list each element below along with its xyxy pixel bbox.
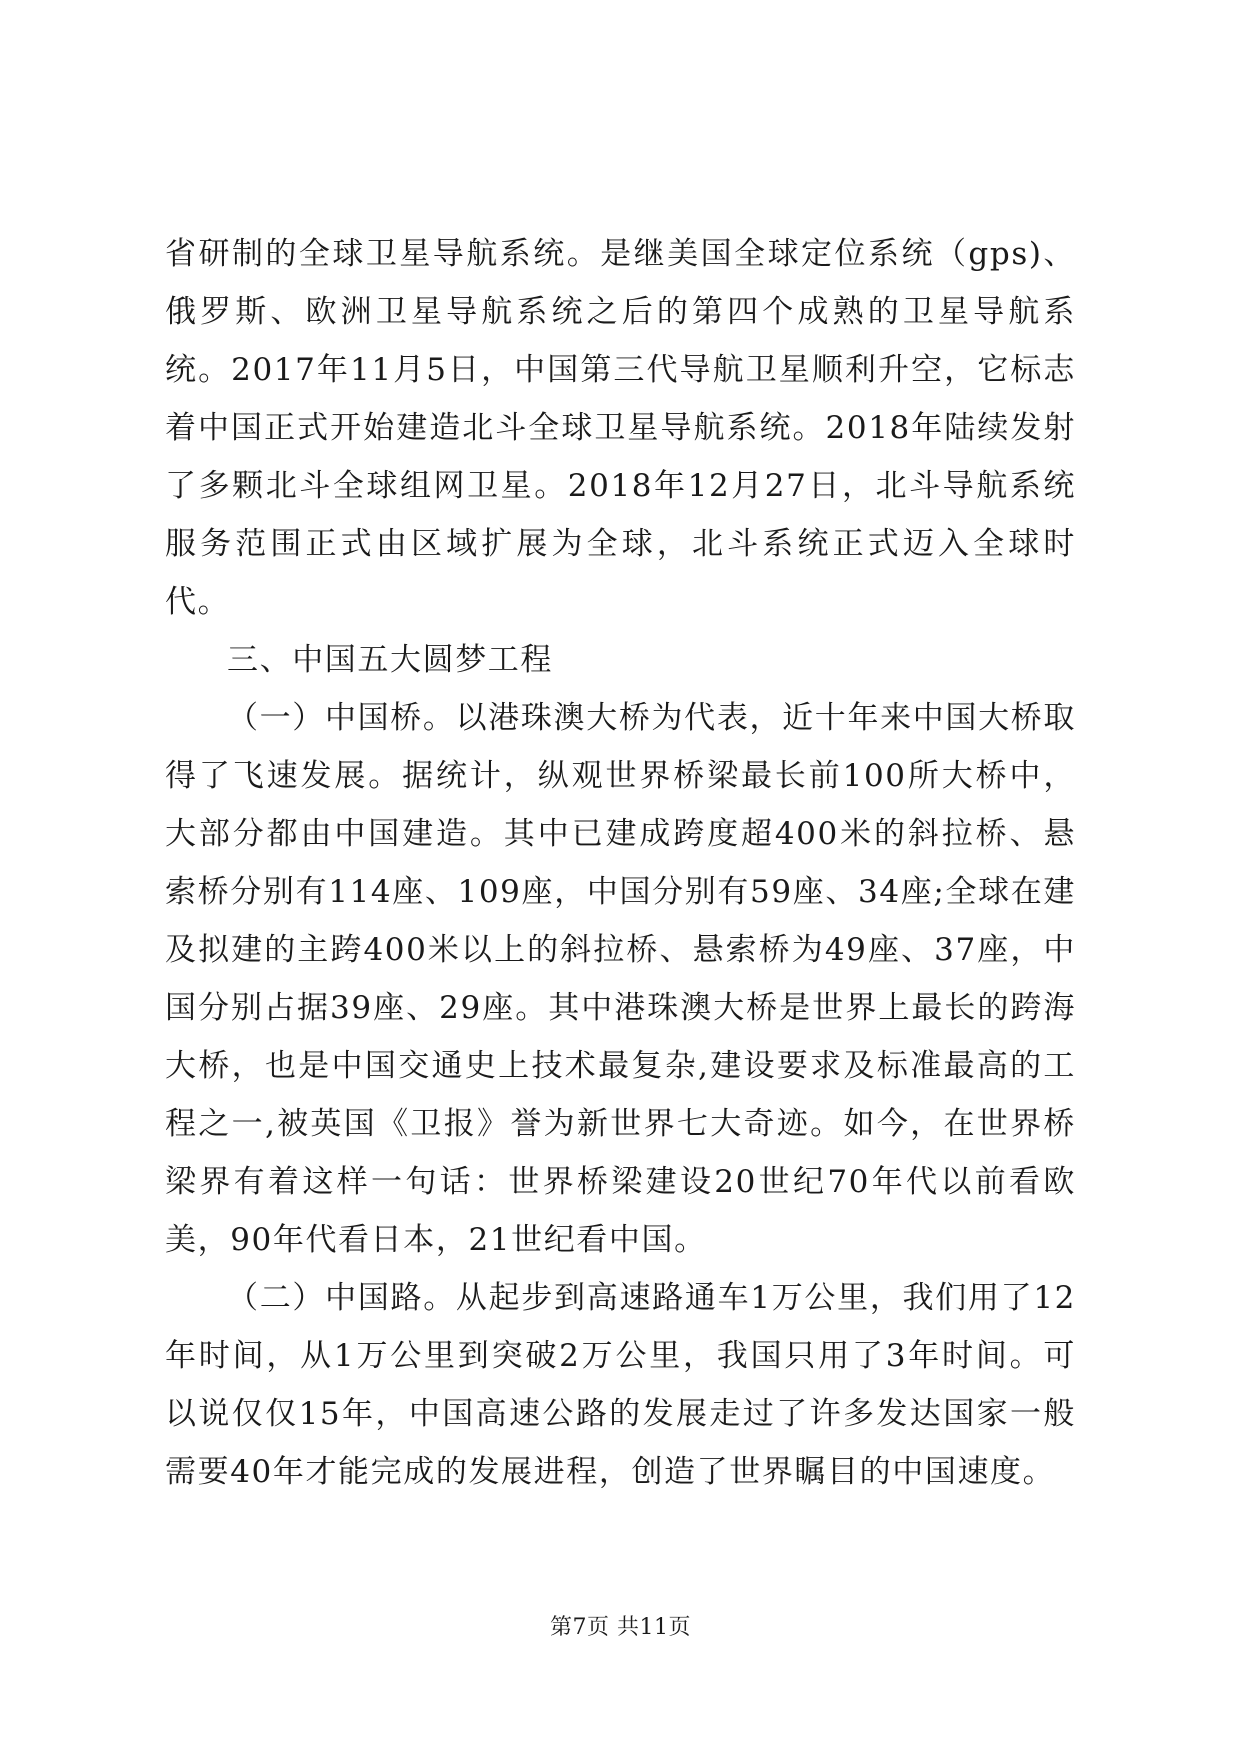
page-number-footer: 第7页 共11页 bbox=[550, 1615, 691, 1640]
body-paragraph-beidou: 省研制的全球卫星导航系统。是继美国全球定位系统（gps)、俄罗斯、欧洲卫星导航系统之后的第四个成熟的卫星导航系统。2017年11月5日，中国第三代导航卫星顺利升空，它标志着中国正式开始建造北斗全球卫星导航系统。2018年陆续发射了多颗北斗全球组网卫星。2018年12月27日，北斗导航系统服务范围正式由区域扩展为全球，北斗系统正式迈入全球时代。 bbox=[165, 236, 1076, 620]
section-heading-five-dream-projects: 三、中国五大圆梦工程 bbox=[227, 642, 553, 678]
document-body bbox=[165, 225, 1076, 1501]
body-paragraph-china-road: （二）中国路。从起步到高速路通车1万公里，我们用了12年时间，从1万公里到突破2万公里，我国只用了3年时间。可以说仅仅15年，中国高速公路的发展走过了许多发达国家一般需要40年才能完成的发展进程，创造了世界瞩目的中国速度。 bbox=[165, 1280, 1076, 1490]
body-paragraph-china-bridge: （一）中国桥。以港珠澳大桥为代表，近十年来中国大桥取得了飞速发展。据统计，纵观世界桥梁最长前100所大桥中，大部分都由中国建造。其中已建成跨度超400米的斜拉桥、悬索桥分别有114座、109座，中国分别有59座、34座;全球在建及拟建的主跨400米以上的斜拉桥、悬索桥为49座、37座，中国分别占据39座、29座。其中港珠澳大桥是世界上最长的跨海大桥，也是中国交通史上技术最复杂,建设要求及标准最高的工程之一,被英国《卫报》誉为新世界七大奇迹。如今，在世界桥梁界有着这样一句话：世界桥梁建设20世纪70年代以前看欧美，90年代看日本，21世纪看中国。 bbox=[165, 700, 1076, 1258]
